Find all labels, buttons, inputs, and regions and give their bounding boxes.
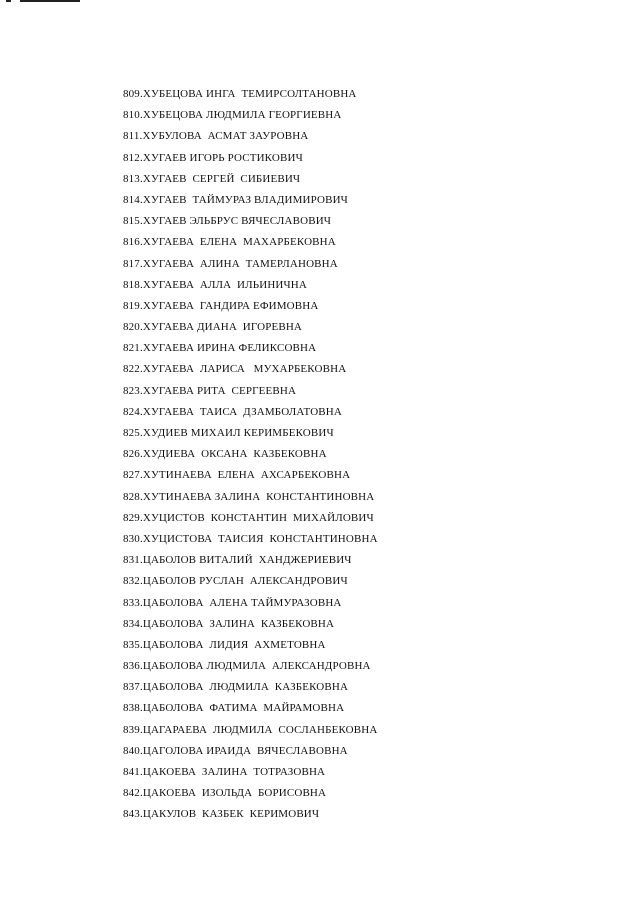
list-item: 811.ХУБУЛОВА АСМАТ ЗАУРОВНА (123, 130, 309, 143)
list-item: 830.ХУЦИСТОВА ТАИСИЯ КОНСТАНТИНОВНА (123, 532, 378, 545)
list-item: 828.ХУТИНАЕВА ЗАЛИНА КОНСТАНТИНОВНА (123, 490, 375, 503)
list-item: 838.ЦАБОЛОВА ФАТИМА МАЙРАМОВНА (123, 702, 345, 715)
list-item: 816.ХУГАЕВА ЕЛЕНА МАХАРБЕКОВНА (123, 236, 336, 249)
list-item: 837.ЦАБОЛОВА ЛЮДМИЛА КАЗБЕКОВНА (123, 681, 349, 694)
list-item: 829.ХУЦИСТОВ КОНСТАНТИН МИХАЙЛОВИЧ (123, 511, 374, 524)
list-item: 810.ХУБЕЦОВА ЛЮДМИЛА ГЕОРГИЕВНА (123, 109, 342, 122)
list-item: 820.ХУГАЕВА ДИАНА ИГОРЕВНА (123, 321, 303, 334)
list-item: 813.ХУГАЕВ СЕРГЕЙ СИБИЕВИЧ (123, 172, 301, 185)
scan-edge-bar (20, 0, 80, 2)
list-item: 819.ХУГАЕВА ГАНДИРА ЕФИМОВНА (123, 299, 319, 312)
list-item: 841.ЦАКОЕВА ЗАЛИНА ТОТРАЗОВНА (123, 766, 326, 778)
list-item: 827.ХУТИНАЕВА ЕЛЕНА АХСАРБЕКОВНА (123, 469, 351, 482)
list-item: 835.ЦАБОЛОВА ЛИДИЯ АХМЕТОВНА (123, 638, 326, 651)
list-item: 843.ЦАКУЛОВ КАЗБЕК КЕРИМОВИЧ (123, 808, 320, 821)
list-item: 834.ЦАБОЛОВА ЗАЛИНА КАЗБЕКОВНА (123, 617, 335, 630)
list-item: 817.ХУГАЕВА АЛИНА ТАМЕРЛАНОВНА (123, 257, 338, 270)
list-item: 825.ХУДИЕВ МИХАИЛ КЕРИМБЕКОВИЧ (123, 427, 334, 439)
list-item: 842.ЦАКОЕВА ИЗОЛЬДА БОРИСОВНА (123, 787, 327, 800)
list-item: 824.ХУГАЕВА ТАИСА ДЗАМБОЛАТОВНА (123, 405, 342, 418)
list-item: 822.ХУГАЕВА ЛАРИСА МУХАРБЕКОВНА (123, 363, 347, 376)
list-item: 840.ЦАГОЛОВА ИРАИДА ВЯЧЕСЛАВОВНА (123, 744, 348, 757)
list-item: 836.ЦАБОЛОВА ЛЮДМИЛА АЛЕКСАНДРОВНА (123, 660, 371, 673)
scan-edge-tick (6, 0, 11, 2)
list-item: 831.ЦАБОЛОВ ВИТАЛИЙ ХАНДЖЕРИЕВИЧ (123, 554, 352, 567)
list-item: 809.ХУБЕЦОВА ИНГА ТЕМИРСОЛТАНОВНА (123, 88, 357, 100)
list-item: 839.ЦАГАРАЕВА ЛЮДМИЛА СОСЛАНБЕКОВНА (123, 723, 378, 736)
list-item: 826.ХУДИЕВА ОКСАНА КАЗБЕКОВНА (123, 448, 327, 461)
name-list (123, 84, 378, 826)
list-item: 823.ХУГАЕВА РИТА СЕРГЕЕВНА (123, 384, 297, 397)
list-item: 818.ХУГАЕВА АЛЛА ИЛЬИНИЧНА (123, 278, 307, 291)
list-item: 812.ХУГАЕВ ИГОРЬ РОСТИКОВИЧ (123, 151, 303, 164)
list-item: 821.ХУГАЕВА ИРИНА ФЕЛИКСОВНА (123, 342, 317, 355)
list-item: 814.ХУГАЕВ ТАЙМУРАЗ ВЛАДИМИРОВИЧ (123, 193, 348, 206)
list-item: 833.ЦАБОЛОВА АЛЕНА ТАЙМУРАЗОВНА (123, 596, 342, 609)
list-item: 832.ЦАБОЛОВ РУСЛАН АЛЕКСАНДРОВИЧ (123, 575, 348, 588)
scan-edge-marks (0, 0, 80, 4)
list-item: 815.ХУГАЕВ ЭЛЬБРУС ВЯЧЕСЛАВОВИЧ (123, 215, 332, 228)
